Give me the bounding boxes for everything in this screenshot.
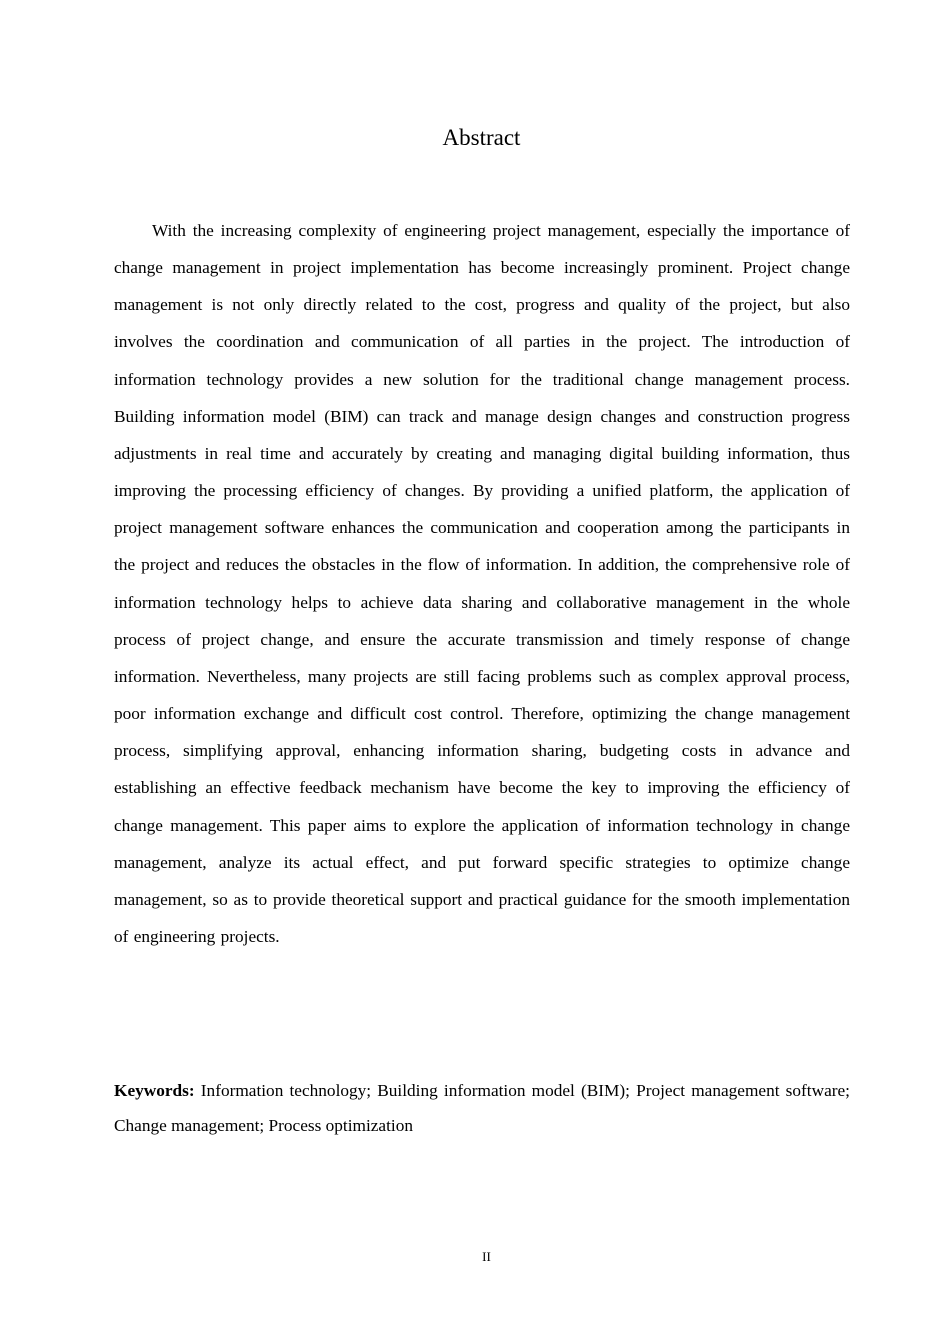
page-number: II	[482, 1249, 491, 1264]
keywords-text: Information technology; Building information model (BIM); Project management software; Change management; Process optimization	[114, 1081, 850, 1135]
keywords-label: Keywords:	[114, 1081, 195, 1100]
keywords-paragraph	[114, 1073, 850, 1143]
abstract-body-paragraph: With the increasing complexity of engineering project management, especially the importance of change management in project implementation has become increasingly prominent. Project change management is not only directly related to the cost, progress and quality of the project, but also involves the coordination and communication of all parties in the project. The introduction of information technology provides a new solution for the traditional change management process. Building information model (BIM) can track and manage design changes and construction progress adjustments in real time and accurately by creating and managing digital building information, thus improving the processing efficiency of changes. By providing a unified platform, the application of project management software enhances the communication and cooperation among the participants in the project and reduces the obstacles in the flow of information. In addition, the comprehensive role of information technology helps to achieve data sharing and collaborative management in the whole process of project change, and ensure the accurate transmission and timely response of change information. Nevertheless, many projects are still facing problems such as complex approval process, poor information exchange and difficult cost control. Therefore, optimizing the change management process, simplifying approval, enhancing information sharing, budgeting costs in advance and establishing an effective feedback mechanism have become the key to improving the efficiency of change management. This paper aims to explore the application of information technology in change management, analyze its actual effect, and put forward specific strategies to optimize change management, so as to provide theoretical support and practical guidance for the smooth implementation of engineering projects.	[114, 221, 850, 946]
page-title: Abstract	[442, 125, 521, 150]
